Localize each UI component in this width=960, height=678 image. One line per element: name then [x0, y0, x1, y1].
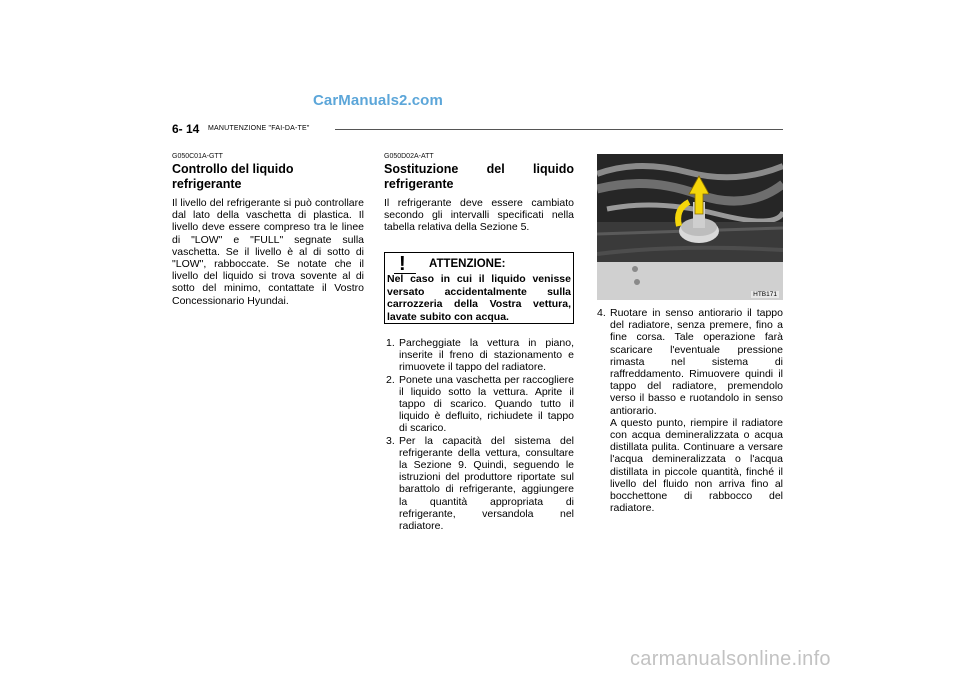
left-column — [172, 153, 364, 307]
step-text: Per la capacità del sistema del refrigerante della vettura, consultare la Sezione 9. Quindi, seguendo le istruzioni del produttore riportate sul barattolo di refrigerante, aggiungere la quantità appropriata di refrigerante, versandola nel radiatore. — [399, 434, 574, 533]
step-number: 3. — [386, 434, 395, 447]
warning-text: Nel caso in cui il liquido venisse versato accidentalmente sulla carrozzeria della Vostra vettura, lavate subito con acqua. — [387, 273, 571, 323]
list-item — [386, 435, 574, 533]
header-rule — [335, 129, 783, 130]
steps-list — [386, 337, 574, 532]
step-text: Ruotare in senso antiorario il tappo del radiatore, senza premere, fino a fine corsa. Tale operazione farà scaricare l'eventuale pressione rimasta nel sistema di raffreddamento. Rimuovere quindi il tappo del radiatore, premendolo verso il basso e ruotandolo in senso antiorario. — [610, 307, 783, 417]
watermark-top: CarManuals2.com — [313, 92, 443, 109]
list-item — [597, 307, 783, 514]
list-item — [386, 374, 574, 435]
step-number: 1. — [386, 337, 395, 349]
photo-code: HTB171 — [753, 291, 777, 298]
section-body: Il livello del refrigerante si può controllare dal lato della vaschetta di plastica. Il livello deve essere compreso tra le linee di "LOW" e "FULL" segnate sulla vaschetta. Se il livello è al di sotto di "LOW", rabboccate. Se notate che il livello del liquido si trova sovente al di sotto del minimo, contattate il Vostro Concessionario Hyundai. — [172, 197, 364, 307]
section-title: MANUTENZIONE "FAI-DA-TE" — [208, 125, 310, 132]
step-text: Ponete una vaschetta per raccogliere il liquido sotto la vettura. Aprite il tappo di scarico. Quando tutto il liquido è defluito, richiudete il tappo di scarico. — [399, 373, 574, 435]
right-column — [597, 307, 783, 514]
warning-icon: ! — [399, 253, 406, 275]
page-number: 6- 14 — [172, 122, 200, 136]
section-heading: Sostituzione del liquido refrigerante — [384, 162, 574, 191]
warning-title: ATTENZIONE: — [429, 258, 506, 270]
step-number: 2. — [386, 373, 395, 386]
warning-box — [384, 252, 574, 324]
section-heading: Controllo del liquido refrigerante — [172, 162, 294, 191]
middle-column — [384, 153, 574, 234]
watermark-bottom: carmanualsonline.info — [630, 648, 831, 670]
step-number: 4. — [597, 307, 606, 319]
section-intro: Il refrigerante deve essere cambiato secondo gli intervalli specificati nella tabella relativa della Sezione 5. — [384, 197, 574, 234]
engine-bay-illustration — [597, 154, 783, 300]
section-code: G050D02A-ATT — [384, 153, 434, 160]
section-code: G050C01A-GTT — [172, 153, 223, 160]
step-text-continued: A questo punto, riempire il radiatore con acqua demineralizzata o acqua distillata pulita. Continuare a versare l'acqua demineralizzata o l'acqua distillata in piccole quantità, finché il livello del fluido non arriva fino al bocchettone di rabbocco del radiatore. — [610, 416, 783, 515]
step-text: Parcheggiate la vettura in piano, inserite il freno di stazionamento e rimuovete il tappo del radiatore. — [399, 337, 574, 374]
radiator-cap-photo — [597, 154, 783, 300]
list-item — [386, 337, 574, 374]
